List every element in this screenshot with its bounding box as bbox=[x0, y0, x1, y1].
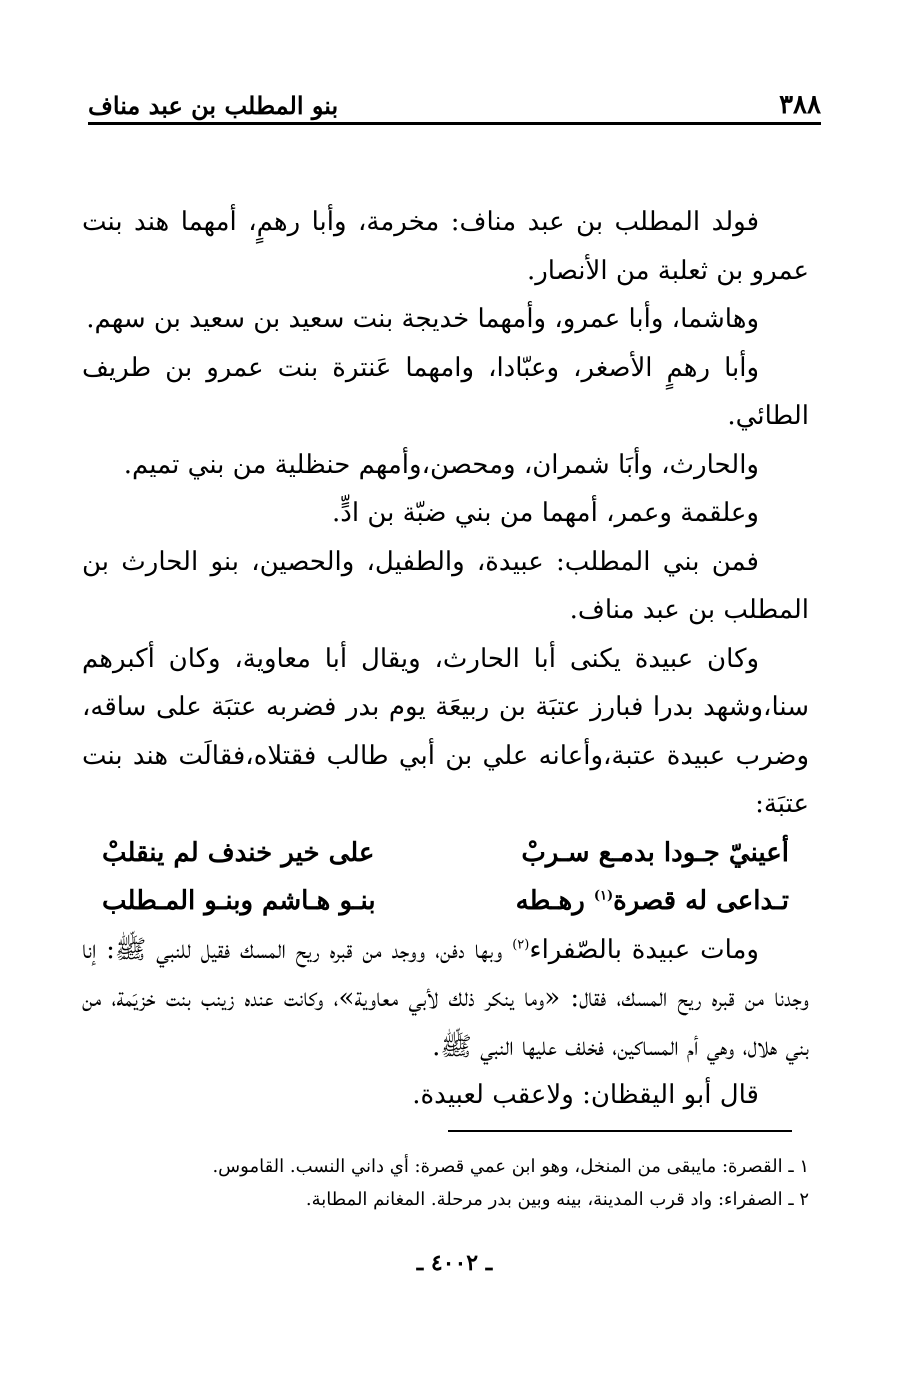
paragraph: وهاشما، وأبا عمرو، وأمهما خديجة بنت سعيد بن سعيد بن سهم. bbox=[86, 304, 759, 334]
page-header bbox=[88, 80, 821, 120]
paragraph: وأبا رهمٍ الأصغر، وعبّادا، وامهما عَنترة بنت عمرو بن طريف الطائي. bbox=[82, 352, 809, 431]
paragraph bbox=[82, 926, 809, 1072]
folio-number: ـ ٤٠٠٢ ـ bbox=[416, 1250, 493, 1276]
running-title: بنو المطلب بن عبد مناف bbox=[88, 91, 339, 120]
page-number: ٣٨٨ bbox=[779, 90, 821, 120]
paragraph: فمن بني المطلب: عبيدة، والطفيل، والحصين، بنو الحارث بن المطلب بن عبد مناف. bbox=[82, 546, 809, 625]
paragraph: والحارث، وأبَا شمران، ومحصن،وأمهم حنظلية من بني تميم. bbox=[123, 449, 759, 480]
paragraph: فولد المطلب بن عبد مناف: مخرمة، وأبا رهمٍ، أمهما هند بنت عمرو بن ثعلبة من الأنصار. bbox=[82, 207, 809, 286]
verse-text: رهـطه bbox=[515, 886, 594, 916]
verse-second-hemistich: على خير خندف لم ينقلبْ bbox=[102, 837, 375, 868]
paragraph: قال أبو اليقظان: ولاعقب لعبيدة. bbox=[412, 1080, 759, 1110]
paragraph-text: ومات عبيدة بالصّفراء bbox=[529, 934, 759, 965]
verse-first-hemistich bbox=[516, 877, 789, 926]
poem-verse bbox=[82, 829, 809, 878]
footnote-marker: (١) bbox=[593, 888, 614, 904]
poem-verse bbox=[82, 877, 809, 926]
footnote: ١ ـ القصرة: مايبقى من المنخل، وهو ابن عمي قصرة: أي داني النسب. القاموس. bbox=[212, 1156, 809, 1177]
footnotes bbox=[90, 1150, 809, 1216]
paragraph-text: وبها دفن، ووجد من قبره ريح المسك فقيل للنبي ﷺ: إنا وجدنا من قبره ريح المسك، فقال: «وما ينكر ذلك لأبي معاوية»، وكانت عنده زينب بنت خزيَمة، من بني هلال، وهي أم المساكين، فخلف عليها النبي ﷺ. bbox=[82, 934, 809, 1062]
verse-first-hemistich: أعينيّ جـودا بدمـع سـربْ bbox=[521, 837, 789, 868]
footnote-marker: (٢) bbox=[512, 936, 530, 952]
verse-second-hemistich: بنـو هـاشم وبنـو المـطلب bbox=[102, 886, 376, 916]
footnote: ٢ ـ الصفراء: واد قرب المدينة، بينه وبين بدر مرحلة. المغانم المطابة. bbox=[305, 1189, 809, 1210]
paragraph: وعلقمة وعمر، أمهما من بني ضبّة بن ادٍّ. bbox=[331, 498, 759, 528]
main-text bbox=[82, 198, 809, 1120]
footnote-separator bbox=[448, 1130, 792, 1132]
verse-text: تـداعى له قصرة bbox=[613, 886, 789, 916]
header-rule bbox=[88, 122, 821, 125]
paragraph: وكان عبيدة يكنى أبا الحارث، ويقال أبا معاوية، وكان أكبرهم سنا،وشهد بدرا فبارز عتبَة بن ربيعَة يوم بدر فضربه عتبَة على ساقه، وضرب عبيدة عتبة،وأعانه علي بن أبي طالب فقتلاه،فقالَت هند بنت عتبَة: bbox=[82, 643, 809, 819]
